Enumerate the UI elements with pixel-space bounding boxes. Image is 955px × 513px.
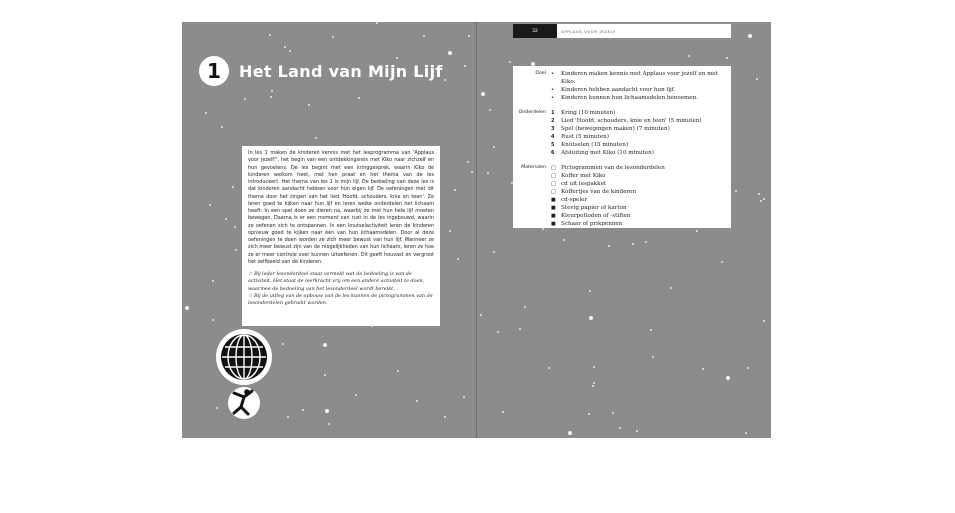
star-icon <box>487 172 489 174</box>
star-icon <box>548 367 550 369</box>
section-items <box>551 164 725 228</box>
star-icon <box>232 186 234 188</box>
star-icon <box>650 329 652 331</box>
list-item <box>551 212 725 220</box>
list-marker: ■ <box>551 205 556 211</box>
section-items <box>551 70 725 102</box>
star-icon <box>325 409 329 413</box>
star-icon <box>524 306 526 308</box>
star-icon <box>185 306 189 310</box>
star-icon <box>269 34 271 36</box>
left-page <box>182 22 476 438</box>
list-item <box>551 86 725 94</box>
section-label: Onderdelen <box>518 110 546 115</box>
running-head: APPLAUS VOOR JEZELF <box>561 28 616 34</box>
list-marker: 3 <box>551 126 555 132</box>
section-label: Doel <box>535 71 546 76</box>
star-icon <box>593 382 595 384</box>
star-icon <box>454 189 456 191</box>
intro-note-1: ☆ Bij ieder lesonderdeel staat vermeld wat de bedoeling is van de activiteit. Het staat de leerkracht vrij om een andere activiteit te doen, waarmee de bedoeling van het lesonderdeel wordt bereikt. <box>248 271 425 292</box>
star-icon <box>645 241 647 243</box>
star-icon <box>721 261 723 263</box>
list-item-text: Knutselen (15 minuten) <box>561 142 629 148</box>
star-icon <box>735 190 737 192</box>
list-item-text: Koffer met Kiko <box>561 173 606 179</box>
star-icon <box>608 245 610 247</box>
star-icon <box>397 370 399 372</box>
list-item <box>551 117 725 125</box>
list-item <box>551 133 725 141</box>
star-icon <box>696 230 698 232</box>
list-item <box>551 109 725 117</box>
star-icon <box>563 239 565 241</box>
list-marker: ■ <box>551 213 556 219</box>
star-icon <box>302 409 304 411</box>
star-icon <box>726 376 730 380</box>
star-icon <box>519 328 521 330</box>
star-icon <box>212 319 214 321</box>
star-icon <box>589 290 591 292</box>
star-icon <box>234 226 236 228</box>
star-icon <box>270 96 272 98</box>
star-icon <box>652 356 654 358</box>
section-onderdelen <box>513 109 725 157</box>
list-item-text: Kinderen hebben aandacht voor hun lijf. <box>561 87 676 93</box>
star-icon <box>763 198 765 200</box>
list-marker: • <box>551 87 554 93</box>
page-header <box>513 24 731 38</box>
star-icon <box>212 280 214 282</box>
star-icon <box>449 230 451 232</box>
list-item-text: Afsluiting met Kiko (10 minuten) <box>561 150 654 156</box>
section-doel <box>513 70 725 102</box>
list-item-text: Kleurpotloden of -stiften <box>561 213 631 219</box>
star-icon <box>324 374 326 376</box>
star-icon <box>323 343 327 347</box>
star-icon <box>284 46 286 48</box>
star-icon <box>758 193 760 195</box>
list-item <box>551 94 725 102</box>
star-icon <box>612 412 614 414</box>
star-icon <box>745 432 747 434</box>
right-page <box>477 22 771 438</box>
star-icon <box>209 204 211 206</box>
star-icon <box>592 385 594 387</box>
star-icon <box>493 146 495 148</box>
star-icon <box>308 104 310 106</box>
list-marker: 1 <box>551 110 555 116</box>
book-spread <box>182 22 771 438</box>
star-icon <box>271 90 273 92</box>
page-number: 32 <box>513 24 557 38</box>
list-item-text: Stevig papier of karton <box>561 205 627 211</box>
list-item-text: Schaar of prikpennen <box>561 221 623 227</box>
star-icon <box>244 98 246 100</box>
list-item <box>551 220 725 228</box>
star-icon <box>355 394 357 396</box>
section-label: Materialen <box>521 165 546 170</box>
list-marker: • <box>551 95 554 101</box>
lesson-sections <box>513 70 725 228</box>
star-icon <box>636 430 638 432</box>
list-item-text: Koffertjes van de kinderen <box>561 189 637 195</box>
star-icon <box>444 79 446 81</box>
list-marker: 6 <box>551 150 555 156</box>
list-item <box>551 172 725 180</box>
star-icon <box>235 249 237 251</box>
star-icon <box>205 112 207 114</box>
star-icon <box>489 109 491 111</box>
star-icon <box>423 35 425 37</box>
globe-figure-logo <box>214 327 274 422</box>
star-icon <box>328 423 330 425</box>
intro-text: In les 1 maken de kinderen kennis met het lesprogramma van 'Applaus voor jezelf!', het begin van een ontdekkingsreis met Kiko naar zichzelf en hun gevoelens. De les begint met een kringgesprek, waarin Kiko de kinderen welkom heet, met hen praat en het thema van de les introduceert. Het thema van les 1 is mijn lijf. De bedoeling van deze les is dat kinderen aandacht hebben voor hun eigen lijf. De oefeningen met dit thema door het zingen van het lied 'Hoofd, schouders, knie en teen'. Ze leren goed te kijken naar hun lijf en leren welke onderdelen het lichaam heeft. In een spel doen ze dieren na, waarbij ze met hun hele lijf moeten bewegen. Daarna is er een moment van rust in de les ingebouwd, waarin ze oefenen zich te ontspannen. In een knutselactiviteit leren de kinderen opnieuw goed te kijken naar één van hun lichaamsdelen. Door al deze oefeningen te doen worden ze zich meer bewust van hun lijf. Wanneer ze zich meer bewust zijn van de mogelijkheden van hun lichaam, leren ze hoe ze er meer controle over kunnen uitoefenen. Dit geeft houvast en vergroot het zelfbeeld van de kinderen. <box>248 150 434 265</box>
stick-figure-icon <box>228 387 260 419</box>
star-icon <box>471 171 473 173</box>
star-icon <box>282 343 284 345</box>
star-icon <box>315 137 317 139</box>
list-item-text: Kinderen kunnen hun lichaamsdelen benoemen. <box>561 95 698 101</box>
list-marker: □ <box>551 173 556 179</box>
star-icon <box>287 416 289 418</box>
star-icon <box>444 416 446 418</box>
star-icon <box>756 78 758 80</box>
star-icon <box>481 92 485 96</box>
star-icon <box>502 411 504 413</box>
lesson-info-box <box>513 66 731 228</box>
star-icon <box>225 218 227 220</box>
star-icon <box>688 55 690 57</box>
list-marker: ■ <box>551 221 556 227</box>
star-icon <box>468 35 470 37</box>
list-marker: □ <box>551 189 556 195</box>
star-icon <box>332 36 334 38</box>
star-icon <box>593 366 595 368</box>
list-item <box>551 196 725 204</box>
star-icon <box>509 61 511 63</box>
list-item-text: Rust (5 minuten) <box>561 134 609 140</box>
star-icon <box>726 57 728 59</box>
star-icon <box>568 431 572 435</box>
star-icon <box>619 427 621 429</box>
chapter-title: Het Land van Mijn Lijf <box>239 61 443 81</box>
star-icon <box>493 251 495 253</box>
star-icon <box>542 228 544 230</box>
intro-box <box>242 146 440 326</box>
star-icon <box>467 161 469 163</box>
star-icon <box>464 65 466 67</box>
list-marker: □ <box>551 181 556 187</box>
list-item-text: Kinderen maken kennis met Applaus voor jezelf en met Kiko. <box>561 71 718 85</box>
globe-icon <box>216 329 272 385</box>
list-marker: 4 <box>551 134 555 140</box>
star-icon <box>763 320 765 322</box>
star-icon <box>463 396 465 398</box>
star-icon <box>376 22 378 24</box>
list-marker: 5 <box>551 142 555 148</box>
star-icon <box>760 200 762 202</box>
list-item <box>551 149 725 157</box>
star-icon <box>702 368 704 370</box>
star-icon <box>448 51 452 55</box>
star-icon <box>358 97 360 99</box>
list-marker: • <box>551 71 554 77</box>
list-item <box>551 180 725 188</box>
list-item <box>551 164 725 172</box>
star-icon <box>221 126 223 128</box>
star-icon <box>670 287 672 289</box>
intro-note-2: ☆ Bij de uitleg van de opbouw van de les kunnen de pictogrammen van de lesonderdelen gebruikt worden. <box>248 292 433 306</box>
list-marker: 2 <box>551 118 555 124</box>
chapter-number: 1 <box>199 56 229 86</box>
star-icon <box>480 314 482 316</box>
list-item <box>551 125 725 133</box>
star-icon <box>588 413 590 415</box>
star-icon <box>289 50 291 52</box>
list-item-text: Lied 'Hoofd, schouders, knie en teen' (5 minuten) <box>561 118 702 124</box>
list-marker: ■ <box>551 197 556 203</box>
list-item <box>551 188 725 196</box>
star-icon <box>748 34 752 38</box>
section-items <box>551 109 725 157</box>
star-icon <box>589 316 593 320</box>
star-icon <box>497 331 499 333</box>
star-icon <box>747 367 749 369</box>
list-item-text: cd-speler <box>561 197 588 203</box>
list-item <box>551 70 725 86</box>
list-marker: □ <box>551 165 556 171</box>
list-item-text: Kring (10 minuten) <box>561 110 616 116</box>
section-materialen <box>513 164 725 228</box>
list-item-text: Spel (bewegingen maken) (7 minuten) <box>561 126 670 132</box>
list-item-text: cd uit lespakket <box>561 181 607 187</box>
star-icon <box>457 258 459 260</box>
list-item-text: Pictogrammen van de lesonderdelen <box>561 165 665 171</box>
list-item <box>551 141 725 149</box>
star-icon <box>416 400 418 402</box>
star-icon <box>632 243 634 245</box>
chapter-heading <box>199 56 443 86</box>
list-item <box>551 204 725 212</box>
